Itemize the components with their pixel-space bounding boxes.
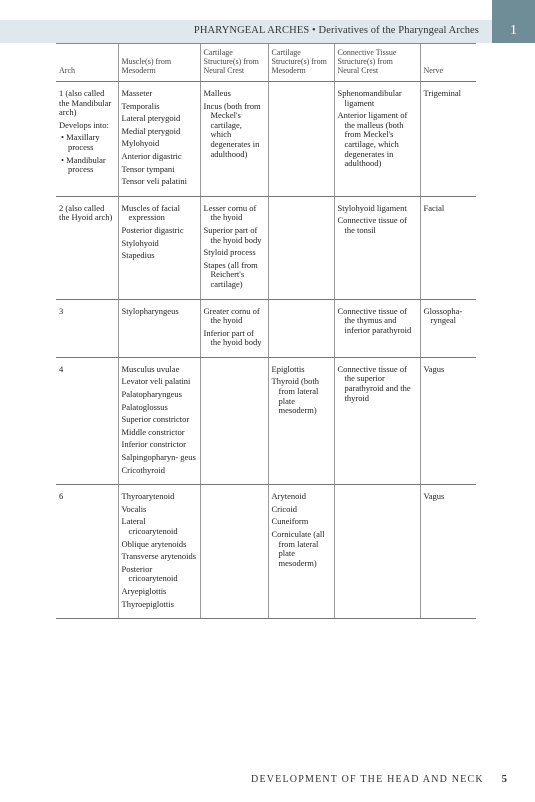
arch-cell <box>56 299 118 357</box>
header-section: PHARYNGEAL ARCHES <box>193 25 310 36</box>
connective-tissue-item: Connective tissue of the tonsil <box>337 215 407 235</box>
muscle-item: Oblique arytenoids <box>121 538 187 549</box>
cartilage-neural-crest-cell <box>200 357 268 484</box>
cartilage-mesoderm-cell <box>268 196 334 299</box>
muscle-item: Masseter <box>121 88 153 98</box>
arch-cell <box>56 357 118 484</box>
muscle-item: Stylopharyngeus <box>121 305 179 316</box>
derivatives-table <box>56 44 476 619</box>
arch-label: Develops into: <box>59 119 109 130</box>
muscle-item: Medial pterygoid <box>121 125 181 136</box>
nerve-item: Trigeminal <box>423 88 461 98</box>
muscle-item: Cricothyroid <box>121 464 165 475</box>
cartilage-mesoderm-cell <box>268 485 334 619</box>
arch-bullet-item: • Mandibular process <box>59 156 115 175</box>
arch-bullet-item: • Maxillary process <box>59 133 115 152</box>
nerve-cell <box>420 196 476 299</box>
cartilage-mesoderm-item: Thyroid (both from lateral plate mesoderm) <box>271 376 319 416</box>
muscles-cell <box>118 82 200 197</box>
muscles-cell <box>118 196 200 299</box>
muscles-cell <box>118 357 200 484</box>
connective-tissue-cell <box>334 196 420 299</box>
arch-label: 1 (also called the Mandibular arch) <box>59 88 112 118</box>
column-header-muscles: Muscle(s) from Mesoderm <box>118 44 200 82</box>
nerve-item: Vagus <box>423 491 445 502</box>
muscle-item: Posterior cricoarytenoid <box>121 563 178 584</box>
muscle-item: Vocalis <box>121 503 147 514</box>
derivatives-table-container <box>56 44 476 619</box>
muscle-item: Stapedius <box>121 250 155 261</box>
muscle-item: Palatopharyngeus <box>121 389 182 400</box>
connective-tissue-item: Anterior ligament of the malleus (both from Meckel's cartilage, which degenerates in adulthood) <box>337 110 408 169</box>
muscle-item: Thyroarytenoid <box>121 491 175 502</box>
column-header-cartilage-neural-crest: Cartilage Structure(s) from Neural Crest <box>200 44 268 82</box>
muscle-item: Inferior constrictor <box>121 439 186 450</box>
muscles-cell <box>118 485 200 619</box>
muscle-item: Musculus uvulae <box>121 363 180 374</box>
cartilage-neural-crest-item: Greater cornu of the hyoid <box>203 305 260 326</box>
table-row <box>56 485 476 619</box>
muscle-item: Middle constrictor <box>121 426 185 437</box>
header-separator: • <box>312 25 316 36</box>
connective-tissue-cell <box>334 485 420 619</box>
nerve-cell <box>420 299 476 357</box>
footer-running-title: DEVELOPMENT OF THE HEAD AND NECK <box>251 774 484 785</box>
chapter-number-tab: 1 <box>492 0 535 43</box>
muscle-item: Mylohyoid <box>121 138 160 149</box>
cartilage-neural-crest-item: Styloid process <box>203 247 256 258</box>
muscle-item: Stylohyoid <box>121 237 159 248</box>
cartilage-neural-crest-item: Inferior part of the hyoid body <box>203 327 262 348</box>
arch-label: 3 <box>59 305 64 316</box>
cartilage-neural-crest-item: Stapes (all from Reichert's cartilage) <box>203 259 258 289</box>
nerve-item: Vagus <box>423 363 445 374</box>
table-row <box>56 299 476 357</box>
arch-cell <box>56 196 118 299</box>
cartilage-mesoderm-cell <box>268 82 334 197</box>
cartilage-neural-crest-cell <box>200 485 268 619</box>
muscle-item: Muscles of facial expression <box>121 202 181 223</box>
arch-cell <box>56 485 118 619</box>
cartilage-mesoderm-item: Cricoid <box>271 503 297 514</box>
cartilage-mesoderm-item: Cuneiform <box>271 516 309 527</box>
muscle-item: Lateral pterygoid <box>121 113 181 124</box>
cartilage-mesoderm-item: Arytenoid <box>271 491 306 502</box>
muscle-item: Anterior digastric <box>121 150 182 161</box>
muscle-item: Temporalis <box>121 100 160 111</box>
arch-label: 4 <box>59 363 64 374</box>
column-header-cartilage-mesoderm: Cartilage Structure(s) from Mesoderm <box>268 44 334 82</box>
cartilage-neural-crest-cell <box>200 299 268 357</box>
muscle-item: Lateral cricoarytenoid <box>121 516 178 536</box>
cartilage-mesoderm-cell <box>268 357 334 484</box>
connective-tissue-cell <box>334 357 420 484</box>
arch-label: 2 (also called the Hyoid arch) <box>59 202 113 223</box>
column-header-connective-tissue: Connective Tissue Structure(s) from Neural Crest <box>334 44 420 82</box>
table-body <box>56 82 476 619</box>
connective-tissue-item: Connective tissue of the superior parathyroid and the thyroid <box>337 363 411 403</box>
page-number: 5 <box>501 773 507 785</box>
table-header-row <box>56 44 476 82</box>
page-footer <box>251 773 507 785</box>
connective-tissue-item: Stylohyoid ligament <box>337 202 407 213</box>
muscle-item: Aryepiglottis <box>121 585 167 596</box>
cartilage-neural-crest-item: Lesser cornu of the hyoid <box>203 202 257 223</box>
arch-label: 6 <box>59 491 64 502</box>
muscles-cell <box>118 299 200 357</box>
nerve-item: Glossopha- ryngeal <box>423 305 463 326</box>
muscle-item: Salpingopharyn- geus <box>121 452 196 463</box>
connective-tissue-item: Sphenomandibular ligament <box>337 88 402 108</box>
nerve-item: Facial <box>423 202 445 213</box>
muscle-item: Posterior digastric <box>121 224 184 235</box>
arch-cell <box>56 82 118 197</box>
header-subsection: Derivatives of the Pharyngeal Arches <box>318 25 479 36</box>
nerve-cell <box>420 357 476 484</box>
table-row <box>56 196 476 299</box>
muscle-item: Thyroepiglottis <box>121 598 174 609</box>
muscle-item: Levator veli palatini <box>121 376 191 387</box>
table-row <box>56 82 476 197</box>
table-row <box>56 357 476 484</box>
connective-tissue-item: Connective tissue of the thymus and inferior parathyroid <box>337 305 412 335</box>
muscle-item: Superior constrictor <box>121 414 190 425</box>
cartilage-neural-crest-cell <box>200 82 268 197</box>
cartilage-neural-crest-item: Incus (both from Meckel's cartilage, which degenerates in adulthood) <box>203 100 261 159</box>
nerve-cell <box>420 485 476 619</box>
muscle-item: Tensor veli palatini <box>121 176 187 187</box>
cartilage-neural-crest-item: Malleus <box>203 88 231 98</box>
connective-tissue-cell <box>334 299 420 357</box>
cartilage-mesoderm-item: Epiglottis <box>271 363 305 374</box>
muscle-item: Tensor tympani <box>121 163 175 174</box>
column-header-nerve: Nerve <box>420 44 476 82</box>
running-header <box>194 25 479 36</box>
muscle-item: Palatoglossus <box>121 401 168 412</box>
cartilage-mesoderm-cell <box>268 299 334 357</box>
muscle-item: Transverse arytenoids <box>121 551 197 562</box>
connective-tissue-cell <box>334 82 420 197</box>
cartilage-mesoderm-item: Corniculate (all from lateral plate mesoderm) <box>271 529 325 568</box>
cartilage-neural-crest-cell <box>200 196 268 299</box>
cartilage-neural-crest-item: Superior part of the hyoid body <box>203 224 262 245</box>
page-header <box>0 0 535 43</box>
column-header-arch: Arch <box>56 44 118 82</box>
nerve-cell <box>420 82 476 197</box>
